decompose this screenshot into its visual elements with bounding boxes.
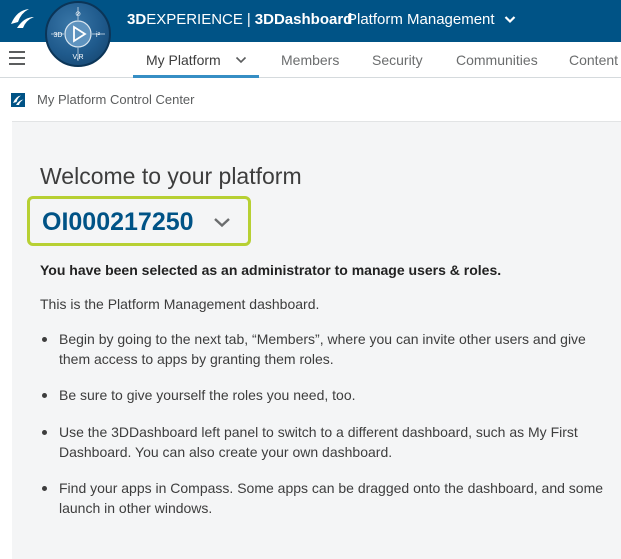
tab-content[interactable]: Content — [569, 52, 619, 68]
dassault-logo-icon[interactable] — [7, 4, 37, 34]
brand-3d: 3D — [127, 11, 147, 28]
platform-selector[interactable] — [27, 196, 251, 246]
chevron-down-icon[interactable] — [235, 56, 247, 64]
compass-bottom-label: V,R — [72, 54, 84, 61]
menu-icon[interactable] — [9, 51, 25, 67]
intro-text: This is the Platform Management dashboard. — [40, 296, 320, 312]
tab-my-platform[interactable] — [133, 42, 259, 78]
brand-experience: EXPERIENCE — [146, 11, 243, 28]
tab-members[interactable]: Members — [281, 52, 340, 68]
admin-notice: You have been selected as an administrator to manage users & roles. — [40, 262, 502, 278]
platform-menu-label[interactable]: Platform Management — [347, 11, 495, 28]
instructions-list — [40, 330, 610, 521]
compass-left-label: 3D — [53, 32, 63, 39]
left-strip — [0, 121, 12, 559]
welcome-widget — [12, 121, 621, 559]
dassault-small-icon — [11, 93, 25, 107]
welcome-heading: Welcome to your platform — [40, 163, 302, 189]
list-item: Use the 3DDashboard left panel to switch to a different dashboard, such as My First Dashboard. You can also create your own dashboard. — [40, 423, 610, 479]
compass-button[interactable] — [45, 1, 111, 67]
compass-right-label: i² — [96, 32, 100, 39]
tab-communities[interactable]: Communities — [456, 52, 538, 68]
brand-separator: | — [246, 11, 251, 28]
compass-top-label: ⊘ — [75, 11, 81, 18]
chevron-down-icon[interactable] — [213, 217, 231, 228]
tab-label: My Platform — [146, 52, 221, 68]
compass-icon — [47, 3, 109, 65]
panel-header — [0, 79, 621, 121]
platform-id: OI000217250 — [42, 208, 194, 236]
tab-security[interactable]: Security — [372, 52, 423, 68]
chevron-down-icon[interactable] — [504, 15, 516, 24]
list-item: Find your apps in Compass. Some apps can be dragged onto the dashboard, and some launch in other windows. — [40, 479, 610, 521]
list-item: Begin by going to the next tab, “Members”, where you can invite other users and give them access to apps by granting them roles. — [40, 330, 610, 386]
list-item: Be sure to give yourself the roles you need, too. — [40, 386, 610, 423]
panel-title: My Platform Control Center — [37, 92, 195, 107]
brand-dashboard: 3DDashboard — [254, 11, 353, 28]
app-brand — [127, 11, 352, 28]
